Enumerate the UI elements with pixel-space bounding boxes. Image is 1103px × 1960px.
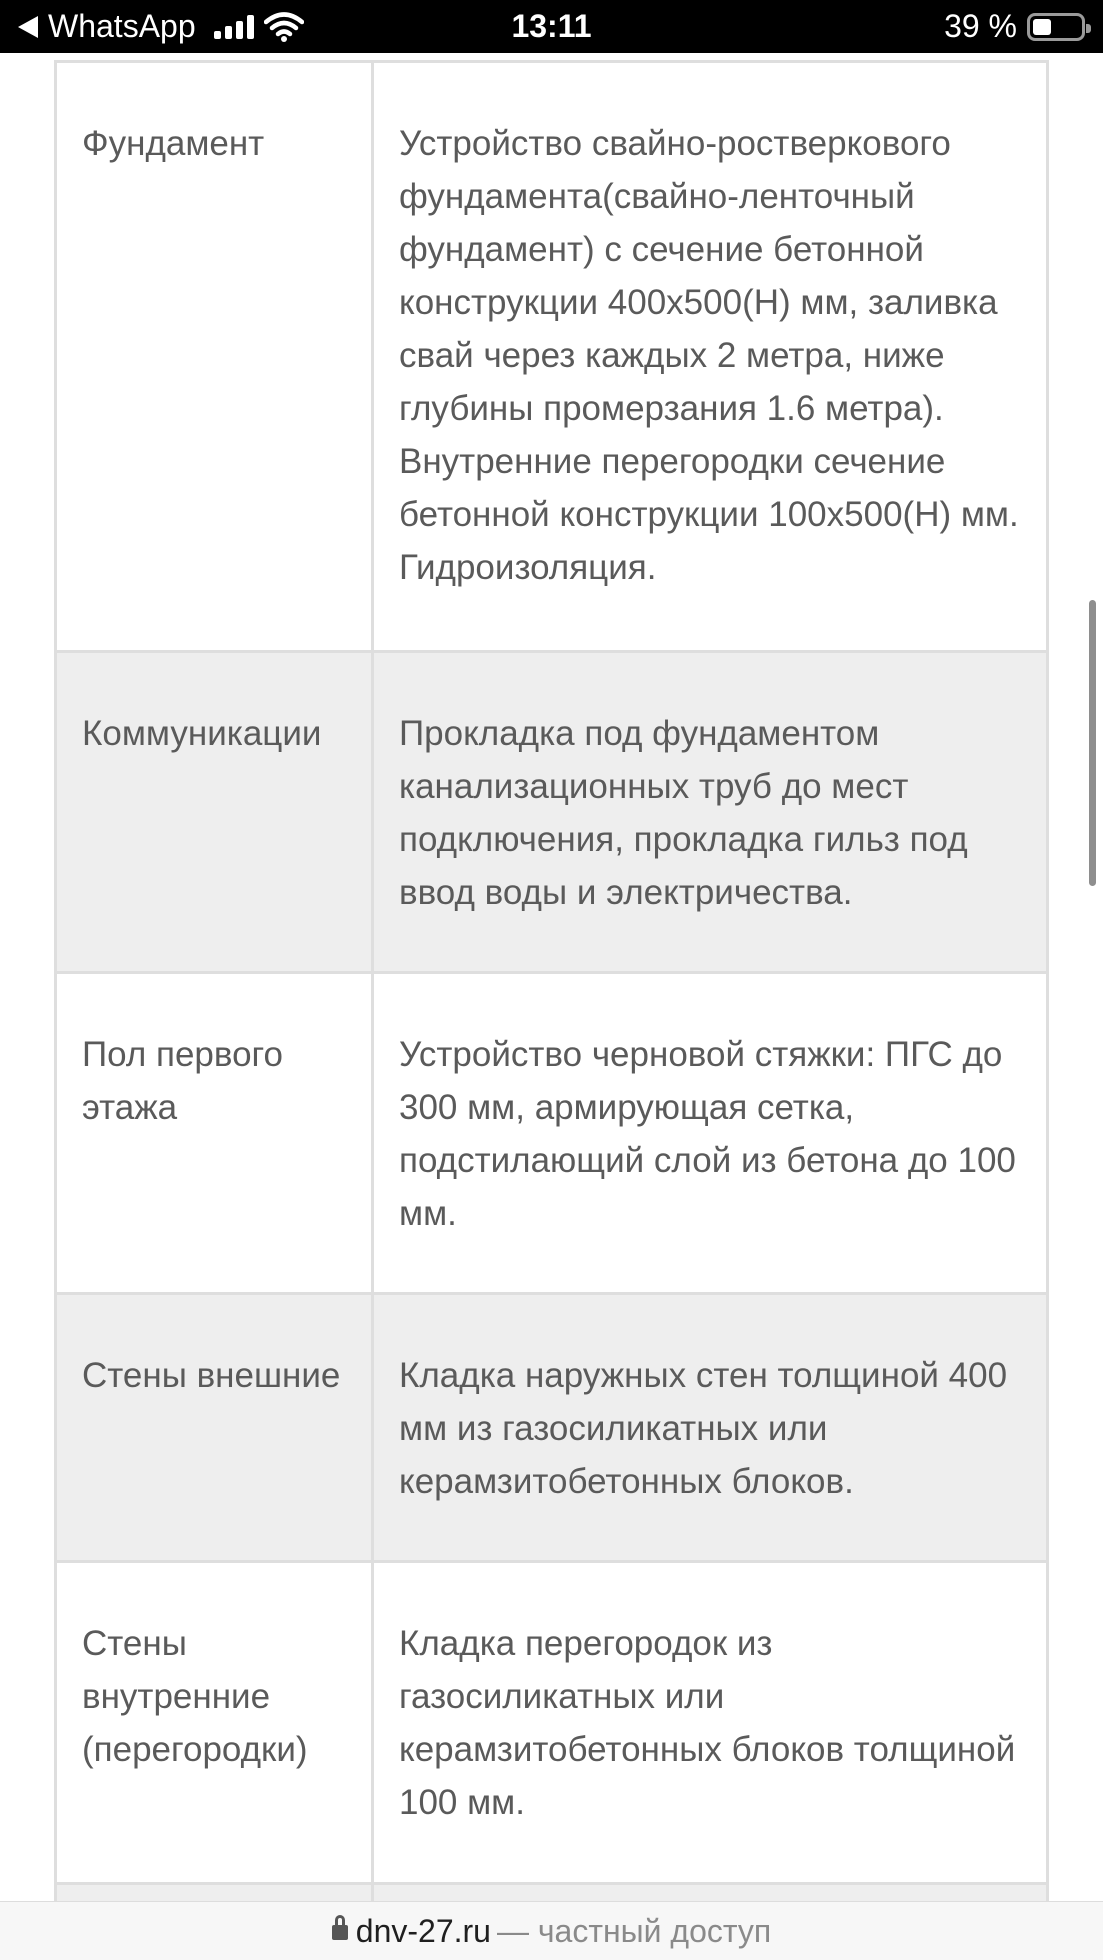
battery-icon	[1027, 13, 1085, 41]
wifi-icon	[264, 12, 304, 42]
row-value	[373, 1884, 1048, 1902]
url-domain: dnv-27.ru	[355, 1912, 491, 1949]
lock-icon	[332, 1922, 348, 1944]
url-note: — частный доступ	[496, 1912, 772, 1949]
status-time: 13:11	[511, 8, 592, 44]
row-value: Устройство черновой стяжки: ПГС до 300 мм, армирующая сетка, подстилающий слой из бетона до 100 мм.	[373, 973, 1048, 1294]
row-value: Кладка наружных стен толщиной 400 мм из газосиликатных или керамзитобетонных блоков.	[373, 1294, 1048, 1562]
row-label: Стены внешние	[56, 1294, 373, 1562]
row-label: Стены внутренние (перегородки)	[56, 1562, 373, 1884]
battery-fill	[1033, 19, 1051, 35]
row-value: Прокладка под фундаментом канализационных труб до мест подключения, прокладка гильз под ввод воды и электричества.	[373, 652, 1048, 973]
table-row	[56, 1294, 1048, 1562]
row-label: Коммуникации	[56, 652, 373, 973]
battery-status	[944, 0, 1085, 53]
back-to-app-button[interactable]	[18, 0, 304, 53]
back-arrow-icon	[18, 16, 38, 38]
status-bar	[0, 0, 1103, 53]
table-row	[56, 973, 1048, 1294]
table-row	[56, 62, 1048, 652]
row-label: Фундамент	[56, 62, 373, 652]
row-value: Кладка перегородок из газосиликатных или керамзитобетонных блоков толщиной 100 мм.	[373, 1562, 1048, 1884]
row-value: Устройство свайно-ростверкового фундамента(свайно-ленточный фундамент) с сечение бетонной конструкции 400х500(Н) мм, заливка свай через каждых 2 метра, ниже глубины промерзания 1.6 метра). Внутренние перегородки сечение бетонной конструкции 100х500(Н) мм. Гидроизоляция.	[373, 62, 1048, 652]
table-row	[56, 1884, 1048, 1902]
signal-icon	[214, 15, 254, 39]
row-label	[56, 1884, 373, 1902]
url-bar[interactable]	[0, 1901, 1103, 1960]
battery-percent: 39 %	[944, 8, 1017, 44]
back-app-label: WhatsApp	[48, 8, 196, 44]
row-label: Пол первого этажа	[56, 973, 373, 1294]
scrollbar[interactable]	[1089, 600, 1096, 886]
table-row	[56, 1562, 1048, 1884]
page-content[interactable]	[0, 53, 1103, 1901]
specification-table	[54, 60, 1049, 1901]
table-row	[56, 652, 1048, 973]
